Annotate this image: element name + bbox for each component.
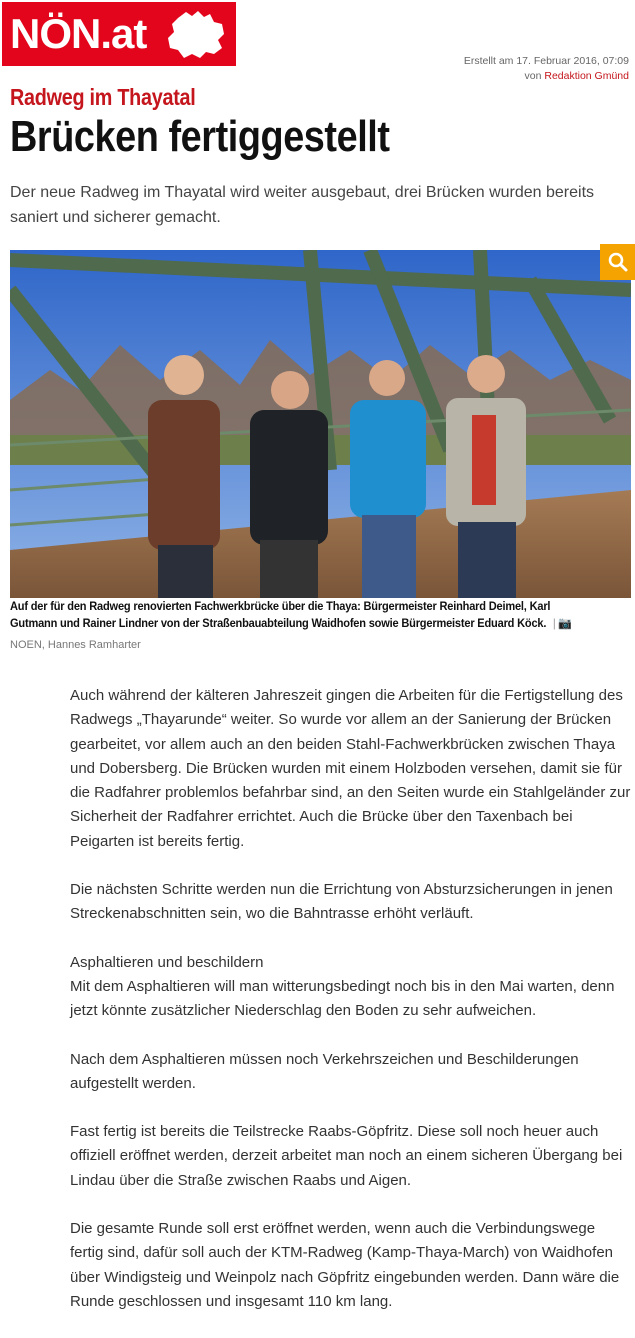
author-line: [464, 69, 629, 84]
logo-text: NÖN.at: [10, 10, 147, 57]
body-paragraph: Nach dem Asphaltieren müssen noch Verkehrszeichen und Beschilderungen aufgestellt werden.: [70, 1050, 579, 1092]
created-date: Erstellt am 17. Februar 2016, 07:09: [463, 55, 629, 67]
article-body: [70, 684, 632, 1338]
body-paragraph: Fast fertig ist bereits die Teilstrecke Raabs-Göpfritz. Diese soll noch heuer auch offiziell eröffnet werden, derzeit arbeitet man noch an einem sicheren Übergang bei Lindau über die Straße zwischen Raabs und Aigen.: [70, 1123, 623, 1189]
lower-austria-map-icon: [164, 8, 228, 62]
body-paragraph: Die nächsten Schritte werden nun die Errichtung von Absturzsicherungen in jenen Streckenabschnitten sein, wo die Bahntrasse erhöht verläuft.: [70, 881, 613, 923]
photo-caption: [10, 598, 582, 631]
article-headline: Brücken fertiggestellt: [10, 112, 390, 161]
article-kicker: Radweg im Thayatal: [10, 84, 196, 110]
caption-text: Auf der für den Radweg renovierten Fachwerkbrücke über die Thaya: Bürgermeister Reinhard Deimel, Karl Gutmann und Rainer Lindner von der Straßenbauabteilung Waidhofen sowie Bürgermeister Eduard Köck.: [10, 599, 551, 630]
article-meta: [464, 54, 629, 84]
author-link[interactable]: Redaktion Gmünd: [544, 70, 629, 82]
zoom-button[interactable]: [600, 244, 635, 280]
site-logo[interactable]: [2, 2, 236, 66]
search-icon: [608, 252, 628, 272]
article-photo[interactable]: [10, 250, 631, 598]
photo-credit: NOEN, Hannes Ramharter: [10, 639, 141, 651]
bridge-photo-illustration: [10, 250, 631, 598]
body-paragraph: Auch während der kälteren Jahreszeit gingen die Arbeiten für die Fertigstellung des Radwegs „Thayarunde“ weiter. So wurde vor allem an der Sanierung der Brücken gearbeitet, vor allem auch an den beiden Stahl-Fachwerkbrücken zwischen Thaya und Dobersberg. Die Brücken wurden mit einem Holzboden versehen, damit sie für die Radfahrer problemlos befahrbar sind, an den Seiten wurde ein Stahlgeländer zur Sicherheit der Radfahrer errichtet. Auch die Brücke über den Taxenbach bei Peigarten ist bereits fertig.: [70, 687, 631, 850]
camera-icon: | 📷: [552, 615, 572, 630]
article-lead: Der neue Radweg im Thayatal wird weiter ausgebaut, drei Brücken wurden bereits saniert und sicherer gemacht.: [10, 184, 595, 226]
body-paragraph: Die gesamte Runde soll erst eröffnet werden, wenn auch die Verbindungswege fertig sind, dafür soll auch der KTM-Radweg (Kamp-Thaya-March) von Waidhofen über Windigsteig und Weinpolz nach Göpfritz eingebunden werden. Dann wäre die Runde geschlossen und insgesamt 110 km lang.: [70, 1220, 620, 1310]
body-paragraph-with-subhead: [70, 951, 632, 1024]
subhead-paragraph-text: Mit dem Asphaltieren will man witterungsbedingt noch bis in den Mai warten, denn jetzt könnte zusätzlicher Niederschlag den Boden zu sehr aufweichen.: [70, 977, 615, 1020]
subhead: Asphaltieren und beschildern: [70, 953, 264, 971]
author-prefix: von: [524, 70, 542, 82]
